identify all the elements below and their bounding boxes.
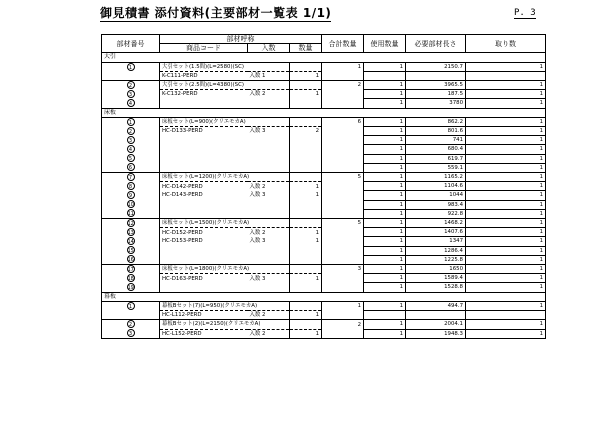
table-row xyxy=(102,255,546,264)
required-length: 187.5 xyxy=(406,90,466,99)
qty-in: 入数 3 xyxy=(249,192,266,199)
used-qty: 1 xyxy=(364,154,406,163)
qty-in: 入数 3 xyxy=(249,275,266,282)
total-qty xyxy=(322,237,364,246)
take-count: 1 xyxy=(466,283,546,292)
required-length: 801.6 xyxy=(406,127,466,136)
qty-in: 入数 2 xyxy=(248,329,290,338)
qty-in: 入数 1 xyxy=(249,72,266,79)
count xyxy=(290,200,322,209)
part-name: HC-L152-PERD xyxy=(160,329,248,338)
qty-in xyxy=(248,163,290,172)
used-qty: 1 xyxy=(364,173,406,182)
take-count: 1 xyxy=(466,274,546,283)
part-name: HC-D153-PERD xyxy=(160,237,248,246)
required-length: 1528.8 xyxy=(406,283,466,292)
part-number-badge: 3 xyxy=(127,90,135,98)
take-count xyxy=(466,311,546,320)
part-name: 床板セット(L=900)(クリエモカA) xyxy=(160,117,248,126)
part-number-badge: 13 xyxy=(127,230,134,237)
required-length: 1589.4 xyxy=(406,274,466,283)
table-row xyxy=(102,136,546,145)
count: 2 xyxy=(290,127,322,136)
count xyxy=(290,320,322,329)
take-count: 1 xyxy=(466,255,546,264)
total-qty: 1 xyxy=(322,301,364,310)
count: 1 xyxy=(290,228,322,237)
required-length: 1347 xyxy=(406,237,466,246)
count xyxy=(290,209,322,218)
part-number-badge: 9 xyxy=(127,191,135,199)
required-length: 2150.7 xyxy=(406,62,466,71)
take-count: 1 xyxy=(466,209,546,218)
table-row xyxy=(102,209,546,218)
total-qty xyxy=(322,329,364,338)
required-length: 922.8 xyxy=(406,209,466,218)
part-name: HC-D142-PERD xyxy=(160,182,248,191)
used-qty: 1 xyxy=(364,329,406,338)
total-qty xyxy=(322,209,364,218)
used-qty: 1 xyxy=(364,246,406,255)
used-qty: 1 xyxy=(364,145,406,154)
part-number-badge: 4 xyxy=(127,99,135,107)
total-qty xyxy=(322,71,364,80)
qty-in xyxy=(248,246,290,255)
table-row xyxy=(102,99,546,108)
table-row xyxy=(102,62,546,71)
col-required-length: 必要部材長さ xyxy=(406,35,466,53)
table-row xyxy=(102,90,546,99)
qty-in: 入数 2 xyxy=(249,91,266,98)
part-name xyxy=(160,246,248,255)
total-qty xyxy=(322,145,364,154)
qty-in xyxy=(248,173,290,182)
count: 1 xyxy=(290,329,322,338)
part-number-badge: 15 xyxy=(127,248,134,255)
required-length: 1104.6 xyxy=(406,182,466,191)
document-title: 御見積書 添付資料(主要部材一覧表 1/1) xyxy=(100,6,332,20)
table-row xyxy=(102,163,546,172)
table-row xyxy=(102,246,546,255)
required-length: 3780 xyxy=(406,99,466,108)
take-count: 1 xyxy=(466,182,546,191)
part-number-badge: 3 xyxy=(127,329,135,337)
part-name xyxy=(160,99,248,108)
take-count: 1 xyxy=(466,90,546,99)
required-length: 1225.8 xyxy=(406,255,466,264)
part-name: HC-L112-PERD xyxy=(160,311,248,320)
part-number-badge: 3 xyxy=(127,136,135,144)
qty-in xyxy=(248,209,290,218)
part-number-badge: 1 xyxy=(127,63,135,71)
section-label: 幕板 xyxy=(102,292,546,301)
col-qty-in: 入数 xyxy=(248,44,290,53)
count xyxy=(290,163,322,172)
part-name: K-C132-PERD xyxy=(160,90,248,99)
count: 1 xyxy=(290,71,322,80)
total-qty xyxy=(322,283,364,292)
required-length: 862.2 xyxy=(406,117,466,126)
total-qty xyxy=(322,127,364,136)
count: 1 xyxy=(290,90,322,99)
col-part-name: 部材呼称 xyxy=(160,35,322,44)
part-number-badge: 5 xyxy=(127,154,135,162)
col-product-code: 商品コード xyxy=(160,44,248,53)
take-count: 1 xyxy=(466,200,546,209)
part-name: 大引セット(1.5間)(L=2580)(SC) xyxy=(160,62,248,71)
count: 1 xyxy=(290,182,322,191)
part-name: 床板セット(L=1200)(クリエモカA) xyxy=(160,173,248,182)
section-row xyxy=(102,53,546,62)
used-qty: 1 xyxy=(364,274,406,283)
take-count: 1 xyxy=(466,62,546,71)
part-number-badge: 8 xyxy=(127,182,135,190)
part-name xyxy=(160,154,248,163)
part-name xyxy=(160,145,248,154)
used-qty: 1 xyxy=(364,219,406,228)
count: 1 xyxy=(290,237,322,246)
count xyxy=(290,173,322,182)
used-qty: 1 xyxy=(364,81,406,90)
count xyxy=(290,117,322,126)
table-row xyxy=(102,145,546,154)
part-number-badge: 1 xyxy=(127,118,135,126)
total-qty xyxy=(322,163,364,172)
table-row xyxy=(102,283,546,292)
take-count: 1 xyxy=(466,117,546,126)
total-qty: 5 xyxy=(322,219,364,228)
take-count: 1 xyxy=(466,154,546,163)
qty-in xyxy=(248,154,290,163)
take-count: 1 xyxy=(466,136,546,145)
part-name xyxy=(160,136,248,145)
count xyxy=(290,301,322,310)
total-qty: 2 xyxy=(322,81,364,90)
total-qty xyxy=(322,228,364,237)
qty-in: 入数 3 xyxy=(249,128,266,135)
table-row xyxy=(102,301,546,310)
used-qty: 1 xyxy=(364,182,406,191)
required-length: 1650 xyxy=(406,265,466,274)
part-number-badge: 10 xyxy=(127,202,134,209)
count: 1 xyxy=(290,311,322,320)
col-used-qty: 使用数量 xyxy=(364,35,406,53)
used-qty xyxy=(364,71,406,80)
total-qty xyxy=(322,200,364,209)
qty-in: 入数 2 xyxy=(249,183,266,190)
required-length: 619.7 xyxy=(406,154,466,163)
required-length: 1165.2 xyxy=(406,173,466,182)
parts-table xyxy=(101,34,546,339)
part-name xyxy=(160,209,248,218)
required-length: 983.4 xyxy=(406,200,466,209)
total-qty: 5 xyxy=(322,173,364,182)
part-name: 幕板Bセット(7)(L=950)(クリエモカA) xyxy=(160,301,248,310)
table-row xyxy=(102,320,546,329)
part-number-badge: 19 xyxy=(127,284,134,291)
table-row xyxy=(102,265,546,274)
table-row xyxy=(102,237,546,246)
take-count: 1 xyxy=(466,301,546,310)
table-row xyxy=(102,154,546,163)
take-count xyxy=(466,71,546,80)
used-qty: 1 xyxy=(364,209,406,218)
table-row xyxy=(102,200,546,209)
part-name xyxy=(160,283,248,292)
part-number-badge: 1 xyxy=(127,302,135,310)
required-length: 2004.1 xyxy=(406,320,466,329)
take-count: 1 xyxy=(466,99,546,108)
count xyxy=(290,283,322,292)
total-qty: 2 xyxy=(322,320,364,329)
part-number-badge: 18 xyxy=(127,276,134,283)
section-label: 大引 xyxy=(102,53,546,62)
required-length: 1044 xyxy=(406,191,466,200)
part-name xyxy=(160,200,248,209)
used-qty: 1 xyxy=(364,200,406,209)
used-qty: 1 xyxy=(364,136,406,145)
used-qty: 1 xyxy=(364,320,406,329)
total-qty xyxy=(322,154,364,163)
part-number-badge: 7 xyxy=(127,173,135,181)
qty-in: 入数 2 xyxy=(249,312,266,319)
total-qty: 1 xyxy=(322,62,364,71)
take-count: 1 xyxy=(466,145,546,154)
qty-in xyxy=(248,255,290,264)
part-number-badge: 16 xyxy=(127,257,134,264)
table-row xyxy=(102,117,546,126)
col-take-count: 取り数 xyxy=(466,35,546,53)
table-row xyxy=(102,71,546,80)
used-qty: 1 xyxy=(364,228,406,237)
used-qty: 1 xyxy=(364,301,406,310)
required-length: 1407.6 xyxy=(406,228,466,237)
total-qty xyxy=(322,182,364,191)
required-length: 3965.5 xyxy=(406,81,466,90)
table-row xyxy=(102,274,546,283)
required-length xyxy=(406,71,466,80)
required-length: 1286.4 xyxy=(406,246,466,255)
take-count: 1 xyxy=(466,163,546,172)
qty-in xyxy=(248,145,290,154)
table-row xyxy=(102,81,546,90)
part-name xyxy=(160,163,248,172)
section-row xyxy=(102,108,546,117)
part-number-badge: 2 xyxy=(127,81,135,89)
total-qty: 3 xyxy=(322,265,364,274)
count: 1 xyxy=(290,274,322,283)
part-number-badge: 2 xyxy=(127,320,135,328)
qty-in xyxy=(248,62,290,71)
used-qty: 1 xyxy=(364,163,406,172)
used-qty: 1 xyxy=(364,237,406,246)
take-count: 1 xyxy=(466,173,546,182)
used-qty: 1 xyxy=(364,283,406,292)
total-qty xyxy=(322,90,364,99)
table-row xyxy=(102,219,546,228)
part-number-badge: 12 xyxy=(127,221,134,228)
table-row xyxy=(102,173,546,182)
take-count: 1 xyxy=(466,329,546,338)
part-name: HC-D143-PERD xyxy=(160,191,248,200)
table-row xyxy=(102,329,546,338)
qty-in xyxy=(248,265,290,274)
part-name: 床板セット(L=1500)(クリエモカA) xyxy=(160,219,248,228)
count xyxy=(290,145,322,154)
used-qty: 1 xyxy=(364,117,406,126)
qty-in xyxy=(248,219,290,228)
section-label: 床板 xyxy=(102,108,546,117)
count xyxy=(290,246,322,255)
qty-in xyxy=(248,200,290,209)
part-number-badge: 11 xyxy=(127,211,134,218)
required-length: 741 xyxy=(406,136,466,145)
take-count: 1 xyxy=(466,246,546,255)
part-name xyxy=(160,255,248,264)
qty-in: 入数 3 xyxy=(249,238,266,245)
col-total-qty: 合計数量 xyxy=(322,35,364,53)
part-name: K-C111-PERD xyxy=(160,71,248,80)
qty-in: 入数 2 xyxy=(249,229,266,236)
table-row xyxy=(102,127,546,136)
qty-in xyxy=(248,99,290,108)
table-row xyxy=(102,182,546,191)
part-number-badge: 17 xyxy=(127,267,134,274)
take-count: 1 xyxy=(466,228,546,237)
total-qty xyxy=(322,311,364,320)
count xyxy=(290,99,322,108)
count xyxy=(290,154,322,163)
required-length xyxy=(406,311,466,320)
part-number-badge: 4 xyxy=(127,145,135,153)
total-qty: 6 xyxy=(322,117,364,126)
total-qty xyxy=(322,136,364,145)
used-qty: 1 xyxy=(364,127,406,136)
total-qty xyxy=(322,99,364,108)
part-name: HC-D152-PERD xyxy=(160,228,248,237)
used-qty: 1 xyxy=(364,99,406,108)
used-qty: 1 xyxy=(364,62,406,71)
take-count: 1 xyxy=(466,81,546,90)
qty-in xyxy=(248,117,290,126)
qty-in xyxy=(248,136,290,145)
count xyxy=(290,136,322,145)
col-part-no: 部材番号 xyxy=(102,35,160,53)
count xyxy=(290,219,322,228)
required-length: 1948.3 xyxy=(406,329,466,338)
required-length: 680.4 xyxy=(406,145,466,154)
required-length: 559.1 xyxy=(406,163,466,172)
count xyxy=(290,62,322,71)
total-qty xyxy=(322,191,364,200)
total-qty xyxy=(322,274,364,283)
take-count: 1 xyxy=(466,265,546,274)
part-number-badge: 2 xyxy=(127,127,135,135)
total-qty xyxy=(322,255,364,264)
part-number-badge: 14 xyxy=(127,239,134,246)
take-count: 1 xyxy=(466,320,546,329)
section-row xyxy=(102,292,546,301)
used-qty xyxy=(364,311,406,320)
used-qty: 1 xyxy=(364,90,406,99)
part-name: 幕板Bセット(2)(L=2150)(クリエモカA) xyxy=(160,320,248,329)
count xyxy=(290,81,322,90)
count xyxy=(290,255,322,264)
used-qty: 1 xyxy=(364,191,406,200)
take-count: 1 xyxy=(466,237,546,246)
take-count: 1 xyxy=(466,127,546,136)
part-name: 床板セット(L=1800)(クリエモカA) xyxy=(160,265,248,274)
col-count: 数量 xyxy=(290,44,322,53)
part-name: 大引セット(2.5間)(L=4380)(SC) xyxy=(160,81,248,90)
count: 1 xyxy=(290,191,322,200)
part-number-badge: 6 xyxy=(127,163,135,171)
used-qty: 1 xyxy=(364,265,406,274)
part-name: HC-D133-PERD xyxy=(160,127,248,136)
take-count: 1 xyxy=(466,219,546,228)
count xyxy=(290,265,322,274)
table-row xyxy=(102,228,546,237)
table-row xyxy=(102,311,546,320)
required-length: 494.7 xyxy=(406,301,466,310)
table-row xyxy=(102,191,546,200)
page-number: P. 3 xyxy=(514,8,536,18)
take-count: 1 xyxy=(466,191,546,200)
part-name: HC-D163-PERD xyxy=(160,274,248,283)
total-qty xyxy=(322,246,364,255)
used-qty: 1 xyxy=(364,255,406,264)
qty-in xyxy=(248,81,290,90)
qty-in xyxy=(248,283,290,292)
required-length: 1468.2 xyxy=(406,219,466,228)
